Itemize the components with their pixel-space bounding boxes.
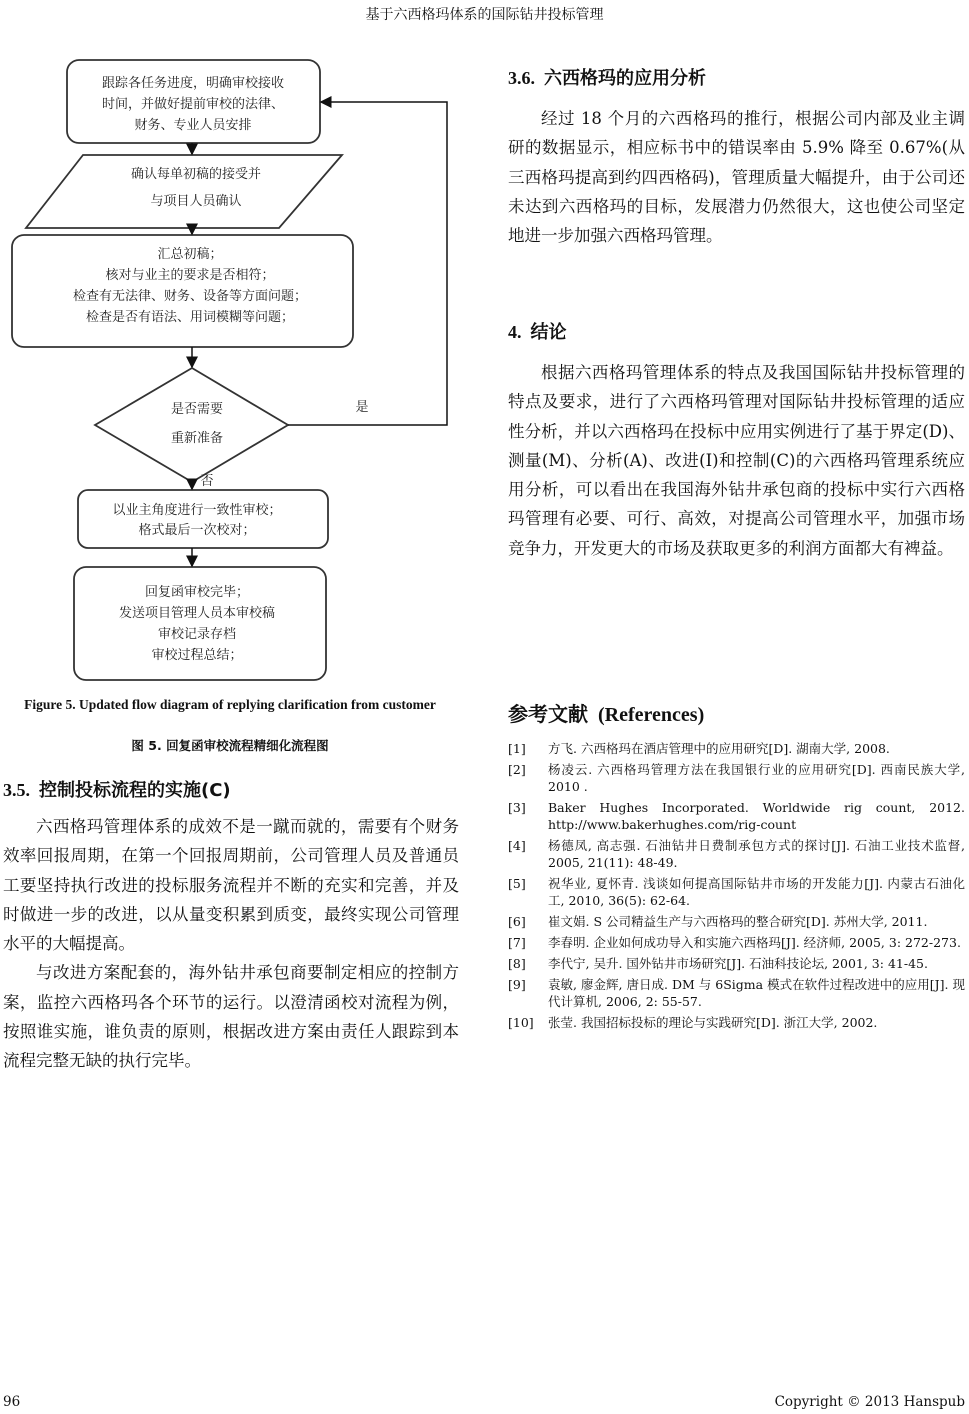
section-title: 六西格玛的应用分析 <box>544 68 706 89</box>
section-title: 结论 <box>530 322 567 343</box>
reference-item <box>508 799 965 833</box>
flow-text: 与项目人员确认 <box>150 194 242 209</box>
reference-number: [1] <box>508 741 526 756</box>
flow-text: 发送项目管理人员本审校稿 <box>118 606 276 621</box>
flow-box-complete <box>74 567 326 680</box>
references-list <box>508 740 965 1035</box>
reference-number: [10] <box>508 1015 534 1030</box>
flow-text: 汇总初稿； <box>157 247 223 262</box>
flow-text: 财务、专业人员安排 <box>134 118 252 133</box>
reference-text: 李春明. 企业如何成功导入和实施六西格玛[J]. 经济师, 2005, 3: 272-273. <box>548 935 961 950</box>
reference-number: [9] <box>508 977 526 992</box>
flow-text: 检查有无法律、财务、设备等方面问题； <box>72 289 308 304</box>
flow-parallelogram-confirm <box>26 155 342 228</box>
references-heading <box>508 698 965 727</box>
reference-text: 杨德凤, 高志强. 石油钻井日费制承包方式的探讨[J]. 石油工业技术监督, 2005, 21(11): 48-49. <box>548 838 965 870</box>
flow-decision-diamond <box>95 368 288 482</box>
section-heading <box>3 776 459 802</box>
references-title-en: (References) <box>598 704 705 726</box>
section-title: 控制投标流程的实施(C) <box>39 780 231 801</box>
reference-number: [4] <box>508 838 526 853</box>
flow-text: 审校记录存档 <box>157 627 237 642</box>
reference-item <box>508 955 965 972</box>
section-heading <box>508 698 965 727</box>
figure-caption-zh: 图 5. 回复函审校流程精细化流程图 <box>131 738 329 753</box>
reference-item <box>508 913 965 930</box>
flow-text: 是否需要 <box>170 402 224 417</box>
reference-item <box>508 761 965 795</box>
reference-text: 张莹. 我国招标投标的理论与实践研究[D]. 浙江大学, 2002. <box>548 1015 878 1030</box>
section-number: 3.5. <box>3 780 30 800</box>
reference-text: 袁敏, 廖金辉, 唐日成. DM 与 6Sigma 模式在软件过程改进中的应用[J]. 现代计算机, 2006, 2: 55-57. <box>548 977 965 1009</box>
page-number: 96 <box>3 1394 21 1410</box>
running-header: 基于六西格玛体系的国际钻井投标管理 <box>365 7 604 23</box>
reference-item <box>508 875 965 909</box>
flow-text: 确认每单初稿的接受并 <box>130 167 262 182</box>
flow-text: 格式最后一次校对； <box>138 523 256 538</box>
flow-text: 检查是否有语法、用词模糊等问题； <box>85 310 295 325</box>
reference-number: [7] <box>508 935 526 950</box>
paragraph: 与改进方案配套的，海外钻井承包商要制定相应的控制方案，监控六西格玛各个环节的运行。以澄清函校对流程为例，按照谁实施，谁负责的原则，根据改进方案由责任人跟踪到本流程完整无缺的执行完毕。 <box>3 963 459 1071</box>
flow-text: 以业主角度进行一致性审校； <box>112 503 282 518</box>
reference-number: [8] <box>508 956 526 971</box>
reference-item <box>508 740 965 757</box>
flow-text: 重新准备 <box>170 431 224 446</box>
flow-no-label: 否 <box>200 474 214 489</box>
section-heading <box>508 64 965 90</box>
flow-text: 核对与业主的要求是否相符； <box>105 268 275 283</box>
reference-item <box>508 837 965 871</box>
flow-text: 回复函审校完毕； <box>144 585 250 600</box>
section-4 <box>508 318 965 563</box>
references-title-zh: 参考文献 <box>508 702 588 726</box>
reference-item <box>508 976 965 1010</box>
flow-yes-label: 是 <box>355 400 369 415</box>
copyright: Copyright © 2013 Hanspub <box>774 1394 965 1410</box>
flow-text: 审校过程总结； <box>151 648 243 663</box>
flow-text: 时间，并做好提前审校的法律、 <box>101 97 285 112</box>
paragraph: 根据六西格玛管理体系的特点及我国国际钻井投标管理的特点及要求，进行了六西格玛管理对国际钻井投标管理的适应性分析，并以六西格玛在投标中应用实例进行了基于界定(D)、测量(M)、分析(A)、改进(I)和控制(C)的六西格玛管理系统应用分析，可以看出在我国海外钻井承包商的投标中实行六西格玛管理有必要、可行、高效，对提高公司管理水平，加强市场竞争力，开发更大的市场及获取更多的利润方面都大有裨益。 <box>508 363 965 558</box>
reference-text: Baker Hughes Incorporated. Worldwide rig count, 2012. http://www.bakerhughes.com/rig-count <box>548 800 965 832</box>
reference-text: 崔文娟. S 公司精益生产与六西格玛的整合研究[D]. 苏州大学, 2011. <box>548 914 928 929</box>
reference-text: 方飞. 六西格玛在酒店管理中的应用研究[D]. 湖南大学, 2008. <box>548 741 890 756</box>
flow-text: 跟踪各任务进度，明确审校接收 <box>101 76 285 91</box>
section-heading <box>508 318 965 344</box>
reference-text: 祝华业, 夏怀青. 浅谈如何提高国际钻井市场的开发能力[J]. 内蒙古石油化工, 2010, 36(5): 62-64. <box>548 876 965 908</box>
flow-box-consistency <box>78 490 328 548</box>
flow-arrow-yes-loop <box>288 102 447 425</box>
reference-number: [2] <box>508 762 526 777</box>
reference-number: [3] <box>508 800 526 815</box>
reference-text: 李代宁, 吴升. 国外钻井市场研究[J]. 石油科技论坛, 2001, 3: 41-45. <box>548 956 928 971</box>
flowchart-svg <box>0 50 460 690</box>
paragraph: 经过 18 个月的六西格玛的推行，根据公司内部及业主调研的数据显示，相应标书中的错误率由 5.9% 降至 0.67%(从三西格玛提高到约四西格码)，管理质量大幅提升，由于公司还未达到六西格玛的目标，发展潜力仍然很大，这也使公司坚定地进一步加强六西格玛管理。 <box>508 109 965 246</box>
reference-text: 杨凌云. 六西格玛管理方法在我国银行业的应用研究[D]. 西南民族大学, 2010 . <box>548 762 965 794</box>
flow-diagram <box>0 50 460 690</box>
paragraph: 六西格玛管理体系的成效不是一蹴而就的，需要有个财务效率回报周期，在第一个回报周期前，公司管理人员及普通员工要坚持执行改进的投标服务流程并不断的充实和完善，并及时做进一步的改进，以从量变积累到质变，最终实现公司管理水平的大幅提高。 <box>3 817 459 954</box>
reference-number: [6] <box>508 914 526 929</box>
section-number: 4. <box>508 322 522 342</box>
section-number: 3.6. <box>508 68 535 88</box>
section-3-6 <box>508 64 965 250</box>
reference-item <box>508 1014 965 1031</box>
reference-number: [5] <box>508 876 526 891</box>
section-3-5 <box>3 776 459 1076</box>
figure-caption-en: Figure 5. Updated flow diagram of replying clarification from customer <box>24 697 436 712</box>
reference-item <box>508 934 965 951</box>
